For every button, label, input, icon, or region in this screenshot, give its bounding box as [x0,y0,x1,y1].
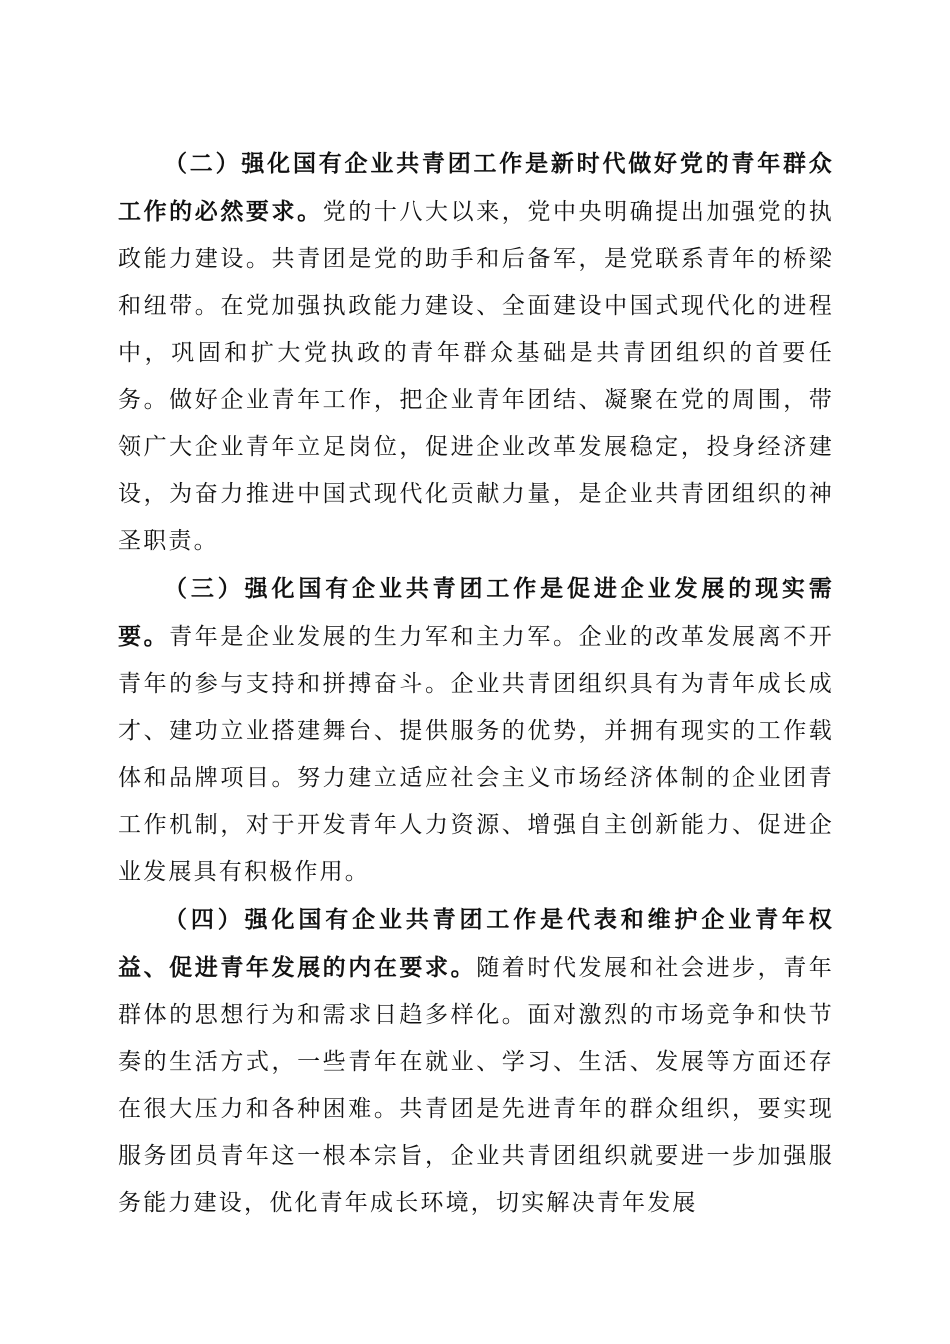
paragraph-2-text: 党的十八大以来，党中央明确提出加强党的执政能力建设。共青团是党的助手和后备军，是党联系青年的桥梁和纽带。在党加强执政能力建设、全面建设中国式现代化的进程中，巩固和扩大党执政的青年群众基础是共青团组织的首要任务。做好企业青年工作，把企业青年团结、凝聚在党的周围，带领广大企业青年立足岗位，促进企业改革发展稳定，投身经济建设，为奋力推进中国式现代化贡献力量，是企业共青团组织的神圣职责。 [118,199,834,554]
document-body [118,140,834,1227]
paragraph-2 [118,140,834,565]
paragraph-4 [118,896,834,1227]
paragraph-4-text: 随着时代发展和社会进步，青年群体的思想行为和需求日趋多样化。面对激烈的市场竞争和快节奏的生活方式，一些青年在就业、学习、生活、发展等方面还存在很大压力和各种困难。共青团是先进青年的群众组织，要实现服务团员青年这一根本宗旨，企业共青团组织就要进一步加强服务能力建设，优化青年成长环境，切实解决青年发展 [118,955,834,1216]
paragraph-3 [118,565,834,896]
paragraph-2-heading: （二）强化国有企业共青团工作是新时代做好党的青年群众工作的必然要求。 [118,150,834,225]
paragraph-3-text: 青年是企业发展的生力军和主力军。企业的改革发展离不开青年的参与支持和拼搏奋斗。企业共青团组织具有为青年成长成才、建功立业搭建舞台、提供服务的优势，并拥有现实的工作载体和品牌项目。努力建立适应社会主义市场经济体制的企业团青工作机制，对于开发青年人力资源、增强自主创新能力、促进企业发展具有积极作用。 [118,624,834,885]
paragraph-3-heading: （三）强化国有企业共青团工作是促进企业发展的现实需要。 [118,575,834,650]
paragraph-4-heading: （四）强化国有企业共青团工作是代表和维护企业青年权益、促进青年发展的内在要求。 [118,906,834,981]
